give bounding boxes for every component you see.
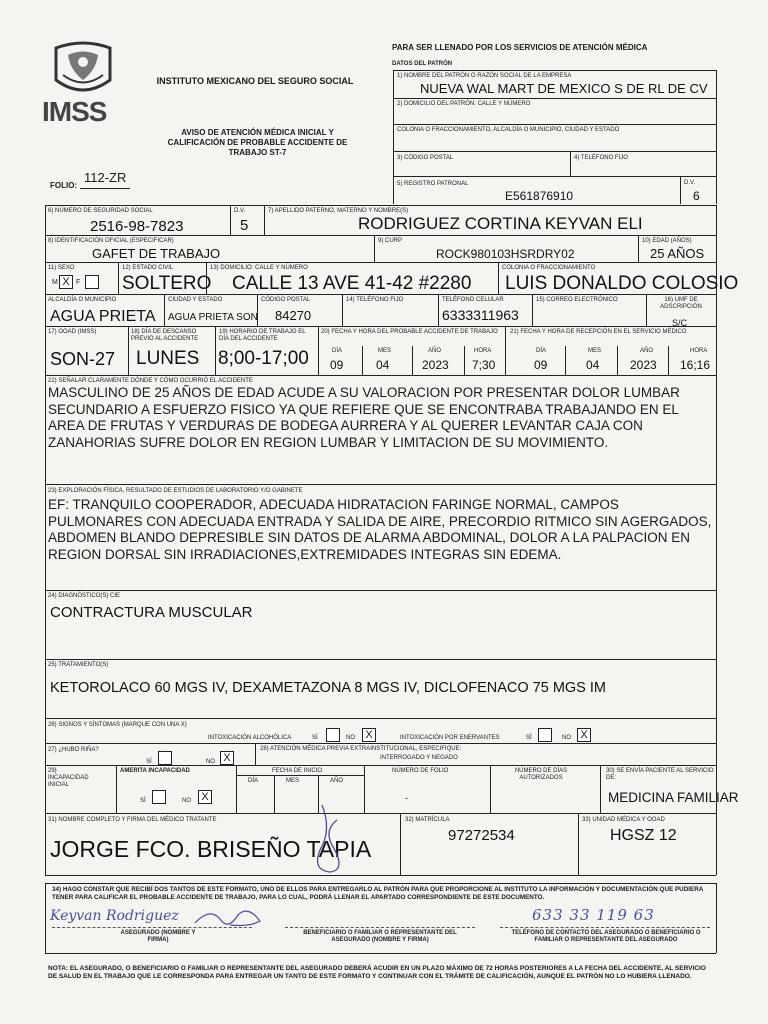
fight-no-mark: X xyxy=(223,752,231,764)
doctor-name-value: JORGE FCO. BRISEÑO TAPIA xyxy=(50,836,372,862)
drugs-label: INTOXICACIÓN POR ENERVANTES xyxy=(400,735,500,741)
municipio-label: ALCALDÍA O MUNICIPIO xyxy=(48,297,117,303)
insured-flourish-icon xyxy=(190,905,270,933)
fight-no-label: NO xyxy=(206,759,215,765)
signs-label: 26) SIGNOS Y SÍNTOMAS (MARQUE CON UNA X) xyxy=(48,722,187,728)
alcohol-label: INTOXICACIÓN ALCOHÓLICA xyxy=(208,735,292,741)
employer-name-value: NUEVA WAL MART DE MEXICO S DE RL DE CV xyxy=(420,81,708,96)
umf-label: 16) UMF DE ADSCRIPCIÓN xyxy=(660,297,702,310)
exam-label: 23) EXPLORACIÓN FÍSICA, RESULTADO DE ESTUDIOS DE LABORATORIO Y/O GABINETE xyxy=(48,488,303,494)
sex-m-mark: X xyxy=(62,276,70,288)
curp-value: ROCK980103HSRDRY02 xyxy=(436,247,575,261)
amerita-si-label: SÍ xyxy=(140,798,146,804)
civil-value: SOLTERO xyxy=(122,273,212,294)
treatment-value: KETOROLACO 60 MGS IV, DEXAMETAZONA 8 MGS IV, DICLOFENACO 75 MGS IM xyxy=(50,680,606,696)
alcohol-si-checkbox[interactable] xyxy=(326,728,340,742)
insured-label: ASEGURADO (NOMBRE Y FIRMA) xyxy=(120,930,196,943)
alcohol-si-label: SÍ xyxy=(312,735,318,741)
patient-name-label: 7) APELLIDO PATERNO, MATERNO Y NOMBRE(S) xyxy=(268,208,409,214)
city-value: AGUA PRIETA SON xyxy=(168,312,258,323)
matricula-value: 97272534 xyxy=(448,827,515,844)
alcohol-no-label: NO xyxy=(346,735,355,741)
doctor-name-label: 31) NOMBRE COMPLETO Y FIRMA DEL MÉDICO TRATANTE xyxy=(48,817,217,823)
exam-value: EF: TRANQUILO COOPERADOR, ADECUADA HIDRATACION FARINGE NORMAL, CAMPOS PULMONARES CON ADECUADA ENTRADA Y SALIDA DE AIRE, PRECORDIO RITMICO SIN AGERGADOS, ABDOMEN BLANDO DEPRESIBLE SIN DATOS DE ALARMA ABDOMINAL, DOLOR A LA PALPACION EN REGION DORSAL SIN IRRADIACIONES,EXTREMIDADES INTEGRAS SIN EDEMA. xyxy=(48,497,712,562)
cp-label: CÓDIGO POSTAL xyxy=(261,297,311,303)
acc-mes-label: MES xyxy=(378,348,392,354)
alcohol-no-mark: X xyxy=(365,729,373,741)
schedule-label: 19) HORARIO DE TRABAJO EL DÍA DEL ACCIDENTE xyxy=(219,329,306,342)
start-anio-label: AÑO xyxy=(330,778,344,784)
diagnosis-value: CONTRACTURA MUSCULAR xyxy=(50,604,253,621)
nss-dv-label: D.V. xyxy=(234,208,246,214)
insured-signature: Keyvan Rodriguez xyxy=(50,908,179,924)
contact-phone-handwritten: 633 33 119 63 xyxy=(532,906,655,924)
sex-f-label: F xyxy=(76,279,81,286)
unit-value: HGSZ 12 xyxy=(610,827,677,844)
curp-label: 9) CURP xyxy=(378,238,403,244)
reception-date-label: 21) FECHA Y HORA DE RECEPCIÓN EN EL SERVICIO MÉDICO xyxy=(510,329,687,335)
rec-anio-label: AÑO xyxy=(640,348,654,354)
sex-label: 11) SEXO xyxy=(48,265,75,271)
patient-address-value: CALLE 13 AVE 41-42 #2280 xyxy=(232,273,472,294)
rec-anio-value: 2023 xyxy=(630,358,657,372)
employer-colonia-label: COLONIA O FRACCIONAMIENTO, ALCALDÍA O MUNICIPIO, CIUDAD Y ESTADO xyxy=(397,127,620,133)
acc-dia-label: DÍA xyxy=(332,348,343,354)
rec-dia-label: DÍA xyxy=(536,348,547,354)
drugs-si-checkbox[interactable] xyxy=(538,728,552,742)
patient-colonia-label: COLONIA O FRACCIONAMIENTO xyxy=(502,265,596,271)
fight-si-label: SÍ xyxy=(146,759,152,765)
umf-value: S/C xyxy=(672,318,688,328)
ooad-label: 17) OOAD (IMSS) xyxy=(48,329,97,335)
accident-description: MASCULINO DE 25 AÑOS DE EDAD ACUDE A SU VALORACION POR PRESENTAR DOLOR LUMBAR SECUNDARIO A ESFUERZO FISICO YA QUE REFIERE QUE SE ENCONTRABA TRABAJANDO EN EL AREA DE FRUTAS Y VERDURAS DE BODEGA AURRERA Y AL QUERER LEVANTAR CAJA CON ZANAHORIAS SUFRE DOLOR EN REGION LUMBAR Y LIMITACION DE SU MOVIMIENTO. xyxy=(48,385,680,450)
employer-address-label: 2) DOMICILIO DEL PATRÓN: CALLE Y NÚMERO xyxy=(397,101,531,107)
prior-care-value: INTERROGADO Y NEGADO xyxy=(380,755,458,761)
form-title: AVISO DE ATENCIÓN MÉDICA INICIAL Y CALIFICACIÓN DE PROBABLE ACCIDENTE DE TRABAJO ST-7 xyxy=(167,128,348,157)
institute-name: INSTITUTO MEXICANO DEL SEGURO SOCIAL xyxy=(156,76,354,86)
accident-description-label: 22) SEÑALAR CLARAMENTE DÓNDE Y CÓMO OCURRIÓ EL ACCIDENTE xyxy=(48,378,253,384)
incapacity-label: 29) INCAPACIDAD INICIAL xyxy=(48,768,89,788)
employer-registry-label: 5) REGISTRO PATRONAL xyxy=(397,181,469,187)
representative-label: BENEFICIARIO O FAMILIAR O REPRESENTANTE DEL ASEGURADO (NOMBRE Y FIRMA) xyxy=(303,930,457,943)
doctor-signature-icon xyxy=(292,800,362,880)
phone-label: 14) TELÉFONO FIJO xyxy=(346,297,404,303)
acc-mes-value: 04 xyxy=(376,358,390,372)
treatment-label: 25) TRATAMIENTO(S) xyxy=(48,662,109,668)
patient-address-label: 13) DOMICILIO: CALLE Y NÚMERO xyxy=(210,265,308,271)
nss-dv-value: 5 xyxy=(240,217,249,234)
employer-phone-label: 4) TELÉFONO FIJO xyxy=(574,155,628,161)
employer-postal-label: 3) CÓDIGO POSTAL xyxy=(397,155,454,161)
employer-dv-value: 6 xyxy=(693,189,700,203)
folio-label: FOLIO: xyxy=(50,181,78,190)
rec-mes-value: 04 xyxy=(586,358,600,372)
employer-registry-value: E561876910 xyxy=(505,189,574,203)
schedule-value: 8;00-17;00 xyxy=(218,348,309,369)
folio-number-dash: - xyxy=(405,793,408,803)
acc-hora-value: 7;30 xyxy=(472,358,496,372)
rest-day-label: 18) DÍA DE DESCANSO PREVIO AL ACCIDENTE xyxy=(131,329,199,342)
imss-logo-text: IMSS xyxy=(42,96,107,127)
acc-dia-value: 09 xyxy=(330,358,344,372)
acc-anio-value: 2023 xyxy=(422,358,449,372)
folio-value: 112-ZR xyxy=(84,170,127,185)
amerita-label: AMERITA INCAPACIDAD xyxy=(120,768,190,774)
acc-hora-label: HORA xyxy=(474,348,492,354)
accident-date-label: 20) FECHA Y HORA DEL PROBABLE ACCIDENTE DE TRABAJO xyxy=(321,329,498,335)
amerita-no-label: NO xyxy=(182,798,191,804)
authorized-days-label: NÚMERO DE DÍAS AUTORIZADOS xyxy=(514,768,568,781)
matricula-label: 32) MATRÍCULA xyxy=(405,817,450,823)
nss-label: 6) NÚMERO DE SEGURIDAD SOCIAL xyxy=(48,208,153,214)
prior-care-label: 28) ATENCIÓN MÉDICA PREVIA EXTRAINSTITUCIONAL, ESPECIFIQUE: xyxy=(260,746,462,752)
amerita-no-mark: X xyxy=(201,791,209,803)
employer-section-label: DATOS DEL PATRÓN xyxy=(392,61,453,67)
unit-label: 33) UNIDAD MÉDICA Y OOAD xyxy=(582,817,665,823)
employer-name-label: 1) NOMBRE DEL PATRÓN O RAZÓN SOCIAL DE LA EMPRESA xyxy=(397,73,572,79)
cell-label: TELÉFONO CELULAR xyxy=(442,297,504,303)
footer-note: NOTA: EL ASEGURADO, O BENEFICIARIO O FAMILIAR O REPRESENTANTE DEL ASEGURADO DEBERÁ ACUDIR EN UN PLAZO MÁXIMO DE 72 HORAS POSTERIORES A LA FECHA DEL ACCIDENTE, AL SERVICIO DE SALUD EN EL TRABAJO QUE LE CORRESPONDA PARA ENTREGAR UN TANTO DE ESTE FORMATO Y CONTINUAR CON EL TRÁMITE DE CALIFICACIÓN, AUNQUE EL PATRÓN NO LO HUBIERA LLENADO. xyxy=(48,965,706,980)
acc-anio-label: AÑO xyxy=(428,348,442,354)
rec-dia-value: 09 xyxy=(534,358,548,372)
contact-phone-label: TELÉFONO DE CONTACTO DEL ASEGURADO O BENEFICIARIO O FAMILIAR O REPRESENTANTE DEL ASEGURADO xyxy=(511,930,701,943)
drugs-si-label: SÍ xyxy=(526,735,532,741)
rec-hora-label: HORA xyxy=(690,348,708,354)
patient-name-value: RODRIGUEZ CORTINA KEYVAN ELI xyxy=(358,214,643,233)
start-dia-label: DÍA xyxy=(248,778,259,784)
referral-value: MEDICINA FAMILIAR xyxy=(608,790,739,805)
amerita-si-checkbox[interactable] xyxy=(152,790,166,804)
referral-label: 30) SE ENVÍA PACIENTE AL SERVICIO DE: xyxy=(606,768,714,781)
sex-f-checkbox[interactable] xyxy=(85,275,99,289)
municipio-value: AGUA PRIETA xyxy=(50,308,156,325)
patient-colonia-value: LUIS DONALDO COLOSIO xyxy=(505,273,739,294)
email-label: 15) CORREO ELECTRÓNICO xyxy=(536,297,618,303)
age-value: 25 AÑOS xyxy=(650,246,705,261)
id-value: GAFET DE TRABAJO xyxy=(92,246,221,261)
nss-value: 2516-98-7823 xyxy=(90,218,184,235)
id-label: 8) IDENTIFICACIÓN OFICIAL (ESPECIFICAR) xyxy=(48,238,174,244)
receipt-statement: 34) HAGO CONSTAR QUE RECIBÍ DOS TANTOS DE ESTE FORMATO, UNO DE ELLOS PARA ENTREGARLO AL PATRÓN PARA QUE PROPORCIONE AL INSTITUTO LA INFORMACIÓN Y DOCUMENTACIÓN QUE PUDIERA TENER PARA CALIFICAR EL PROBABLE ACCIDENTE DE TRABAJO, PARA LO CUAL, PODRÁ LLENAR EL APARTADO CORRESPONDIENTE DE ESTE DOCUMENTO. xyxy=(52,886,704,901)
service-note: PARA SER LLENADO POR LOS SERVICIOS DE ATENCIÓN MÉDICA xyxy=(392,43,648,52)
city-label: CIUDAD Y ESTADO xyxy=(168,297,223,303)
ooad-value: SON-27 xyxy=(50,349,116,369)
diagnosis-label: 24) DIAGNÓSTICO(S) CIE xyxy=(48,593,121,599)
sex-m-label: M xyxy=(52,279,58,286)
cell-value: 6333311963 xyxy=(442,307,519,323)
age-label: 10) EDAD (AÑOS) xyxy=(642,238,692,244)
rec-hora-value: 16;16 xyxy=(680,358,711,372)
rest-day-value: LUNES xyxy=(136,348,200,369)
fight-si-checkbox[interactable] xyxy=(158,751,172,765)
folio-number-label: NÚMERO DE FOLIO xyxy=(392,768,449,774)
civil-label: 12) ESTADO CIVIL xyxy=(122,265,174,271)
drugs-no-label: NO xyxy=(562,735,571,741)
start-mes-label: MES xyxy=(286,778,300,784)
employer-dv-label: D.V. xyxy=(684,180,696,186)
imss-eagle-logo-icon xyxy=(48,40,118,100)
start-date-label: FECHA DE INICIO xyxy=(272,768,323,774)
fight-label: 27) ¿HUBO RIÑA? xyxy=(48,747,99,753)
drugs-no-mark: X xyxy=(580,729,588,741)
rec-mes-label: MES xyxy=(588,348,602,354)
cp-value: 84270 xyxy=(275,308,312,323)
